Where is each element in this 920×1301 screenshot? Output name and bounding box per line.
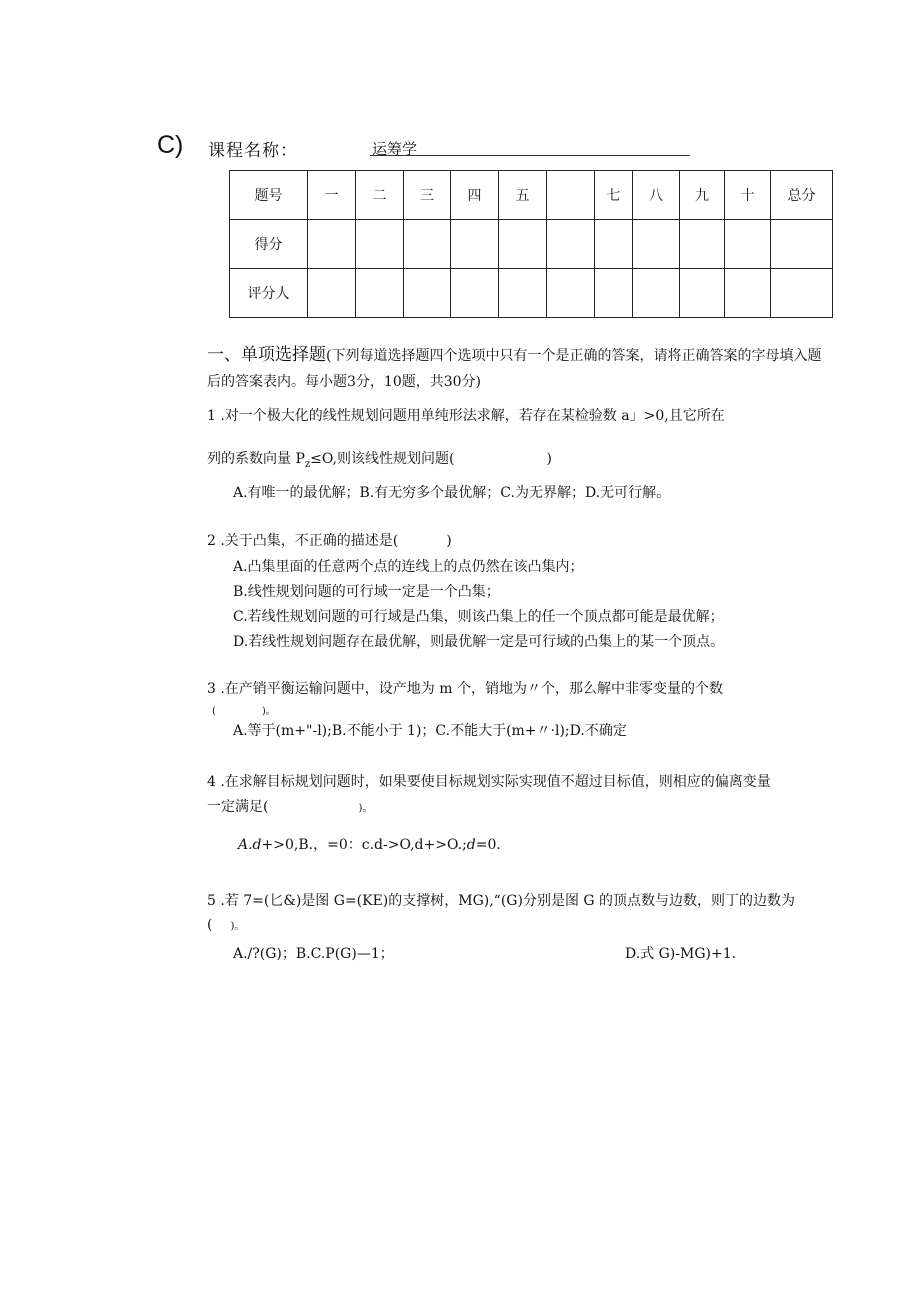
q3-blank-line bbox=[212, 702, 276, 717]
grader-input-cell[interactable] bbox=[725, 269, 771, 318]
q1-line2-rest: ≤O,则该线性规划问题( bbox=[310, 451, 455, 467]
q4-line2-text: 一定满足( bbox=[207, 799, 269, 815]
q2-blank-close: ) bbox=[446, 533, 452, 549]
score-input-cell[interactable] bbox=[595, 220, 633, 269]
q2-option-d: D.若线性规划问题存在最优解，则最优解一定是可行域的凸集上的某一个顶点。 bbox=[233, 634, 725, 650]
grader-input-cell[interactable] bbox=[451, 269, 499, 318]
grader-input-cell[interactable] bbox=[499, 269, 547, 318]
q5-option-a: A./?(G)；B. bbox=[233, 946, 311, 962]
score-input-cell[interactable] bbox=[499, 220, 547, 269]
q5-options-left bbox=[233, 943, 394, 965]
score-table bbox=[229, 170, 833, 318]
table-cell: 三 bbox=[404, 171, 451, 220]
q2-option-b: B.线性规划问题的可行域一定是一个凸集； bbox=[233, 584, 500, 600]
q4-line2 bbox=[207, 796, 372, 820]
q2-stem bbox=[207, 530, 452, 552]
grader-input-cell[interactable] bbox=[595, 269, 633, 318]
table-cell: 九 bbox=[680, 171, 725, 220]
table-cell bbox=[547, 171, 595, 220]
score-input-cell[interactable] bbox=[356, 220, 404, 269]
q5-blank-close: )。 bbox=[230, 921, 245, 932]
section-note: (下列每道选择题四个选项中只有一个是正确的答案，请将正确答案的字母填入题后的答案表内。每小题3分，10题，共30分) bbox=[207, 348, 822, 390]
table-cell: 一 bbox=[308, 171, 356, 220]
q3-blank-close: )。 bbox=[261, 706, 276, 717]
score-table-grader-row bbox=[230, 269, 833, 318]
grader-input-cell[interactable] bbox=[771, 269, 833, 318]
score-input-cell[interactable] bbox=[771, 220, 833, 269]
q5-option-d: D.式 G)-MG)+1. bbox=[625, 946, 737, 962]
section-title: 一、单项选择题 bbox=[207, 345, 326, 365]
q4-options bbox=[238, 834, 501, 856]
table-cell: 五 bbox=[499, 171, 547, 220]
course-name-underline bbox=[370, 155, 690, 156]
q2-stem-text: 2 .关于凸集，不正确的描述是( bbox=[207, 533, 399, 549]
q2-option-c: C.若线性规划问题的可行域是凸集，则该凸集上的任一个顶点都可能是最优解； bbox=[233, 609, 724, 625]
grader-input-cell[interactable] bbox=[404, 269, 451, 318]
score-input-cell[interactable] bbox=[404, 220, 451, 269]
q1-blank-close: ) bbox=[546, 451, 552, 467]
table-cell: 题号 bbox=[230, 171, 308, 220]
q1-line2-text: 列的系数向量 P bbox=[207, 451, 305, 467]
q3-blank-open: ( bbox=[212, 706, 216, 717]
q1-subscript: z bbox=[304, 458, 311, 470]
table-cell: 四 bbox=[451, 171, 499, 220]
corner-mark: C) bbox=[157, 131, 184, 159]
grader-input-cell[interactable] bbox=[547, 269, 595, 318]
table-cell: 八 bbox=[633, 171, 680, 220]
row-label-score: 得分 bbox=[230, 220, 308, 269]
q2-option-a: A.凸集里面的任意两个点的连线上的点仍然在该凸集内； bbox=[233, 559, 584, 575]
score-input-cell[interactable] bbox=[451, 220, 499, 269]
q4-option-rest: +>0,B.，=0：c.d->O,d+>O.; bbox=[261, 837, 467, 853]
section-heading bbox=[207, 342, 832, 395]
q1-line1: 1 .对一个极大化的线性规划问题用单纯形法求解，若存在某检验数 a」>0,且它所在 bbox=[207, 408, 725, 424]
q1-line2 bbox=[207, 448, 552, 476]
grader-input-cell[interactable] bbox=[633, 269, 680, 318]
table-cell: 七 bbox=[595, 171, 633, 220]
q4-option-d: d bbox=[466, 837, 476, 853]
grader-input-cell[interactable] bbox=[308, 269, 356, 318]
grader-input-cell[interactable] bbox=[356, 269, 404, 318]
q3-stem: 3 .在产销平衡运输问题中，设产地为 m 个，销地为〃个，那么解中非零变量的个数 bbox=[207, 681, 723, 697]
q5-line2 bbox=[207, 914, 244, 938]
score-input-cell[interactable] bbox=[725, 220, 771, 269]
course-label: 课程名称： bbox=[208, 141, 298, 161]
score-table-score-row bbox=[230, 220, 833, 269]
score-input-cell[interactable] bbox=[633, 220, 680, 269]
grader-input-cell[interactable] bbox=[680, 269, 725, 318]
score-table-header-row bbox=[230, 171, 833, 220]
q5-option-c: C.P(G)—1； bbox=[310, 946, 394, 962]
q4-option-a: A.d bbox=[238, 837, 262, 853]
score-input-cell[interactable] bbox=[680, 220, 725, 269]
table-cell: 十 bbox=[725, 171, 771, 220]
score-input-cell[interactable] bbox=[308, 220, 356, 269]
q5-line1: 5 .若 7=(匕&)是图 G=(KE)的支撑树，MG),“(G)分别是图 G 的顶点数与边数，则丁的边数为 bbox=[207, 893, 796, 909]
score-input-cell[interactable] bbox=[547, 220, 595, 269]
row-label-grader: 评分人 bbox=[230, 269, 308, 318]
q1-options: A.有唯一的最优解；B.有无穷多个最优解；C.为无界解；D.无可行解。 bbox=[233, 485, 671, 501]
q4-line1: 4 .在求解目标规划问题时，如果要使目标规划实际实现值不超过目标值，则相应的偏离变量 bbox=[207, 774, 771, 790]
course-name: 运筹学 bbox=[372, 140, 418, 158]
q4-blank-close: )。 bbox=[358, 803, 373, 814]
table-cell: 总分 bbox=[771, 171, 833, 220]
q4-option-end: =0. bbox=[475, 837, 501, 853]
q5-blank-open: ( bbox=[207, 917, 213, 933]
q3-options: A.等于(m+"-l);B.不能小于 1)；C.不能大于(m+〃·l);D.不确定 bbox=[233, 723, 627, 739]
table-cell: 二 bbox=[356, 171, 404, 220]
